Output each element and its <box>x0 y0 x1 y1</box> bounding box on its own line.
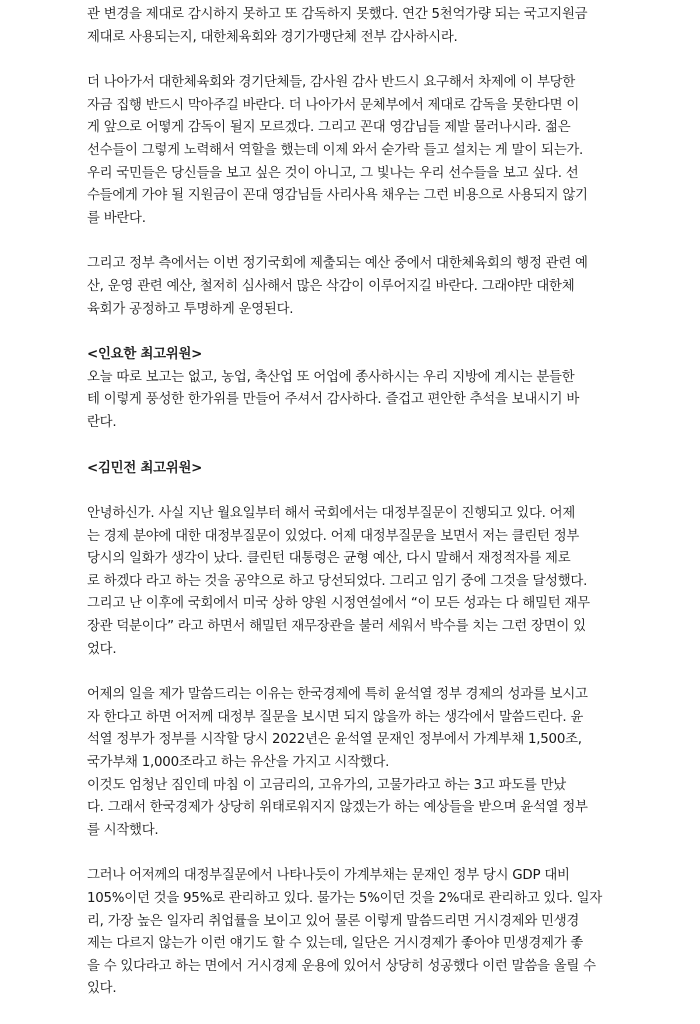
paragraph <box>87 253 615 321</box>
text-line: 당시의 일화가 생각이 났다. 클린턴 대통령은 균형 예산, 다시 말해서 재정적자를 제로 <box>87 551 571 567</box>
text-line: 다. 그래서 한국경제가 상당히 위태로워지지 않겠는가 하는 예상들을 받으며 윤석열 정부 <box>87 800 588 816</box>
text-line: 석열 정부가 정부를 시작할 당시 2022년은 윤석열 문재인 정부에서 가계부채 1,500조, <box>87 732 582 748</box>
paragraph <box>87 684 615 842</box>
text-line: 105%이던 것을 95%로 관리하고 있다. 물가는 5%이던 것을 2%대로 관리하고 있다. 일자 <box>87 891 603 906</box>
text-line: 있다. <box>87 981 117 997</box>
text-line: 국가부채 1,000조라고 하는 유산을 가지고 시작했다. <box>87 755 390 771</box>
text-line: 관 변경을 제대로 감시하지 못하고 또 감독하지 못했다. 연간 5천억가량 되는 국고지원금 <box>87 7 588 22</box>
text-line: 테 이렇게 풍성한 한가위를 만들어 주셔서 감사하다. 즐겁고 편안한 추석을 보내시기 바 <box>87 392 580 408</box>
paragraph <box>87 865 615 1001</box>
text-line: 게 앞으로 어떻게 감독이 될지 모르겠다. 그리고 꼰대 영감님들 제발 물러나시라. 젊은 <box>87 120 571 136</box>
text-line: 자 한다고 하면 어저께 대정부 질문을 보시면 되지 않을까 하는 생각에서 말씀드린다. 윤 <box>87 709 584 725</box>
text-line: 그리고 정부 측에서는 이번 정기국회에 제출되는 예산 중에서 대한체육회의 행정 관련 예 <box>87 256 588 272</box>
text-line: 우리 국민들은 당신들을 보고 싶은 것이 아니고, 그 빛나는 우리 선수들을 보고 싶다. 선 <box>87 165 579 181</box>
speaker-heading: <인요한 최고위원> <box>87 347 203 363</box>
text-line: 로 하겠다 라고 하는 것을 공약으로 하고 당선되었다. 그리고 임기 중에 그것을 달성했다. <box>87 573 588 589</box>
text-line: 를 시작했다. <box>87 822 159 838</box>
text-line: 수들에게 가야 될 지원금이 꼰대 영감님들 사리사욕 채우는 그런 비용으로 사용되지 않기 <box>87 188 588 204</box>
text-line: 를 바란다. <box>87 210 146 226</box>
text-line: 었다. <box>87 641 117 657</box>
text-line: 오늘 따로 보고는 없고, 농업, 축산업 또 어업에 종사하시는 우리 지방에 계시는 분들한 <box>87 369 575 385</box>
document-body <box>87 4 615 1024</box>
speaker-heading: <김민전 최고위원> <box>87 460 203 476</box>
text-line: 란다. <box>87 414 117 430</box>
text-line: 그리고 난 이후에 국회에서 미국 상하 양원 시정연설에서 “이 모든 성과는 다 해밀턴 재무 <box>87 596 590 612</box>
text-line: 제는 다르지 않는가 이런 얘기도 할 수 있는데, 일단은 거시경제가 좋아야 민생경제가 좋 <box>87 936 584 952</box>
text-line: 안녕하신가. 사실 지난 월요일부터 해서 국회에서는 대정부질문이 진행되고 있다. 어제 <box>87 506 576 522</box>
text-line: 어제의 일을 제가 말씀드리는 이유는 한국경제에 특히 윤석열 정부 경제의 성과를 보시고 <box>87 687 588 703</box>
text-line: 이것도 엄청난 짐인데 마침 이 고금리의, 고유가의, 고물가라고 하는 3고 파도를 만났 <box>87 777 566 793</box>
speaker-section <box>87 344 615 434</box>
text-line: 장관 덕분이다” 라고 하면서 해밀턴 재무장관을 불러 세워서 박수를 치는 그런 장면이 있 <box>87 619 586 635</box>
speaker-section <box>87 458 615 481</box>
text-line: 을 수 있다라고 하는 면에서 거시경제 운용에 있어서 상당히 성공했다 이런 말씀을 올릴 수 <box>87 958 596 974</box>
text-line: 육회가 공정하고 투명하게 운영된다. <box>87 301 294 317</box>
text-line: 선수들이 그렇게 노력해서 역할을 했는데 이제 와서 숟가락 들고 설치는 게 말이 되는가. <box>87 142 584 158</box>
text-line: 산, 운영 관련 예산, 철저히 심사해서 많은 삭감이 이루어지길 바란다. 그래야만 대한체 <box>87 278 575 294</box>
paragraph <box>87 503 615 661</box>
text-line: 그러나 어저께의 대정부질문에서 나타나듯이 가계부채는 문재인 정부 당시 GDP 대비 <box>87 868 570 884</box>
paragraph <box>87 4 615 49</box>
paragraph <box>87 72 615 230</box>
text-line: 자금 집행 반드시 막아주길 바란다. 더 나아가서 문체부에서 제대로 감독을 못한다면 이 <box>87 97 580 113</box>
text-line: 리, 가장 높은 일자리 취업률을 보이고 있어 물론 이렇게 말씀드리면 거시경제와 민생경 <box>87 913 580 929</box>
text-line: 는 경제 분야에 대한 대정부질문이 있었다. 어제 대정부질문을 보면서 저는 클린턴 정부 <box>87 528 580 544</box>
text-line: 더 나아가서 대한체육회와 경기단체들, 감사원 감사 반드시 요구해서 차제에 이 부당한 <box>87 75 576 91</box>
text-line: 제대로 사용되는지, 대한체육회와 경기가맹단체 전부 감사하시라. <box>87 29 458 45</box>
